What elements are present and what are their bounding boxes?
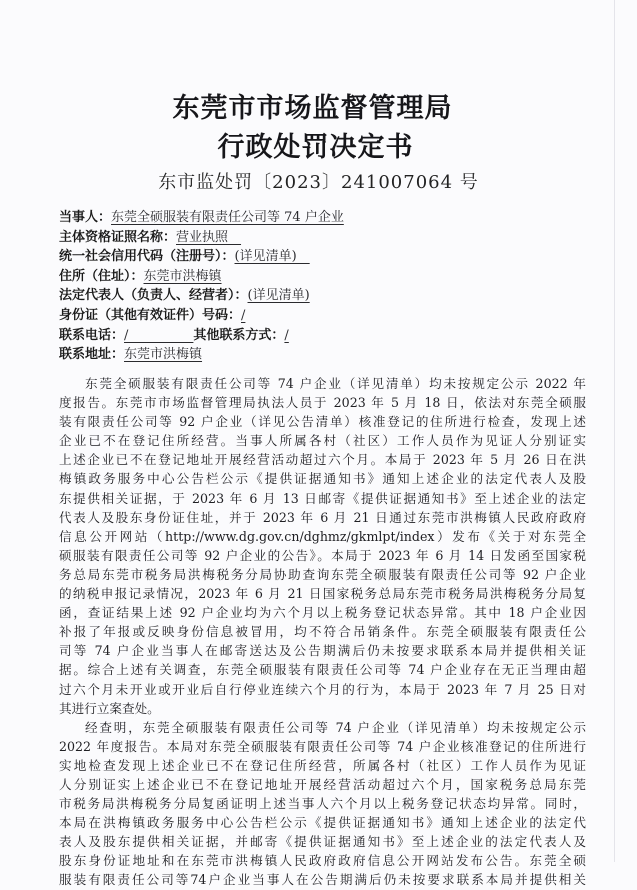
text-line: 的纳税申报记录情况，2023 年 6 月 21 日国家税务总局东莞市税务局洪梅税务分局复	[59, 586, 586, 602]
party-info-fields	[59, 208, 344, 365]
text-line: 信息公开网站（http://www.dg.gov.cn/dghmz/gkmlpt/index）发布《关于对东莞全	[59, 528, 586, 544]
field-label: 当事人：	[59, 210, 112, 225]
text-line: 东提供相关证据，于 2023 年 6 月 13 日邮寄《提供证据通知书》至上述企业的法定	[59, 490, 586, 506]
field-value: 东莞全硕服装有限责任公司等 74 户企业	[111, 210, 344, 225]
field-label: 住所（住址）：	[59, 268, 144, 284]
text-line: 2022 年度报告。本局对东莞全硕服装有限责任公司等 74 户企业核准登记的住所进行	[59, 738, 586, 754]
agency-title: 东莞市市场监督管理局	[172, 93, 453, 124]
text-line: 人分别证实上述企业已不在登记地址开展经营活动超过六个月，国家税务总局东莞	[59, 776, 586, 792]
text-line: 代表人及股东身份证住址，并于 2023 年 6 月 21 日通过东莞市洪梅镇人民政府政府	[59, 509, 586, 525]
field-label: 主体资格证照名称：	[59, 229, 177, 245]
field-value: 营业执照	[176, 229, 242, 245]
field-value: 东莞市洪梅镇	[124, 347, 203, 363]
field-credit-code	[59, 247, 344, 267]
field-value: (详见清单)	[234, 249, 310, 265]
decision-body	[59, 374, 586, 890]
field-value: /	[124, 327, 194, 343]
text-line: 本局在洪梅镇政务服务中心公告栏公示《提供证据通知书》通知上述企业的法定代	[59, 815, 586, 831]
text-line: 市税务局洪梅税务分局复函证明上述当事人六个月以上税务登记状态均异常。同时，	[59, 796, 586, 812]
field-label: 联系地址：	[59, 347, 125, 363]
text-line: 函，查证结果上述 92 户企业均为六个月以上税务登记状态异常。其中 18 户企业因	[59, 605, 586, 621]
paragraph-1	[59, 374, 586, 718]
text-line: 梅镇政务服务中心公告栏公示《提供证据通知书》通知上述企业的法定代表人及股	[59, 471, 586, 487]
document-type-title: 行政处罚决定书	[217, 132, 414, 163]
field-label-other-contact: 其他联系方式：	[193, 327, 285, 343]
text-line: 补报了年报或反映身份信息被冒用，均不符合吊销条件。东莞全硕服装有限责任公	[59, 624, 586, 640]
field-label: 法定代表人（负责人、经营者）：	[59, 288, 248, 304]
text-line: 上述企业已不在登记地址开展经营活动超过六个月。本局于 2023 年 5 月 26 日在洪	[59, 452, 586, 468]
field-party	[59, 208, 344, 228]
field-license-name	[59, 228, 344, 248]
text-line: 企业已不在登记住所经营。当事人所属各村（社区）工作人员作为见证人分别证实	[59, 433, 586, 449]
field-value: (详见清单)	[247, 288, 310, 304]
text-line: 股东身份证地址和在东莞市洪梅镇人民政府政府信息公开网站发布公告。东莞全硕	[59, 853, 586, 869]
text-line: 其进行立案查处。	[59, 700, 160, 716]
field-label: 身份证（其他有效证件）号码：	[59, 307, 242, 323]
text-line: 服装有限责任公司等74户企业当事人在公告期满后仍未按要求联系本局并提供相关	[59, 872, 586, 888]
field-address	[59, 267, 344, 287]
text-line: 务总局东莞市税务局洪梅税务分局协助查询东莞全硕服装有限责任公司等 92 户企业	[59, 566, 586, 582]
text-line: 装有限责任公司等 92 户企业（详见公告清单）核准登记的住所进行检查，发现上述	[59, 414, 586, 430]
text-line: 据。综合上述有关调查，东莞全硕服装有限责任公司等 74 户企业存在无正当理由超	[59, 662, 586, 678]
text-line: 表人及股东提供相关证据，并邮寄《提供证据通知书》至上述企业的法定代表人及	[59, 834, 586, 850]
field-contact-address	[59, 345, 344, 365]
field-legal-representative	[59, 286, 344, 306]
field-label: 联系电话：	[59, 327, 125, 343]
document-number: 东市监处罚〔2023〕241007064 号	[158, 172, 479, 193]
field-label: 统一社会信用代码（注册号）：	[59, 249, 235, 265]
text-line: 司等 74 户企业当事人在邮寄送达及公告期满后仍未按要求联系本局并提供相关证	[59, 643, 586, 659]
field-value: /	[241, 307, 246, 323]
field-value-other-contact: /	[284, 327, 289, 343]
field-value: 东莞市洪梅镇	[143, 268, 222, 284]
text-line: 过六个月未开业或开业后自行停业连续六个月的行为，本局于 2023 年 7 月 25 日对	[59, 681, 586, 697]
paragraph-2	[59, 718, 586, 890]
text-line: 东莞全硕服装有限责任公司等 74 户企业（详见清单）均未按规定公示 2022 年	[85, 376, 586, 391]
text-line: 实地检查发现上述企业已不在登记住所经营，所属各村（社区）工作人员作为见证	[59, 757, 586, 773]
text-line: 经查明，东莞全硕服装有限责任公司等 74 户企业（详见清单）均未按规定公示	[85, 719, 586, 735]
text-line: 度报告。东莞市市场监督管理局执法人员于 2023 年 5 月 18 日，依法对东莞全硕服	[59, 395, 586, 411]
field-phone	[59, 326, 344, 346]
field-id-number	[59, 306, 344, 326]
text-line: 硕服装有限责任公司等 92 户企业的公告》。本局于 2023 年 6 月 14 日发函至国家税	[59, 547, 586, 563]
